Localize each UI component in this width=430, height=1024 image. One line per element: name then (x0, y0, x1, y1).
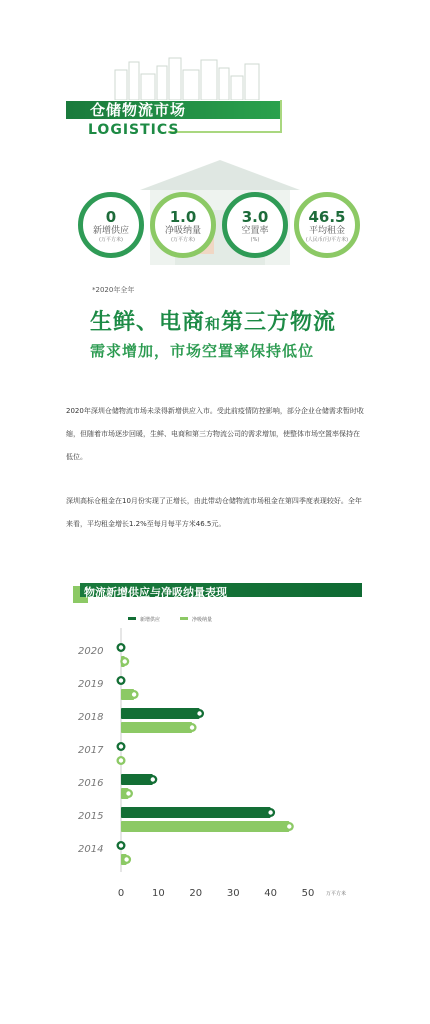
stat-label: 平均租金 (308, 226, 345, 236)
category-label: 2019 (78, 679, 104, 690)
category-label: 2014 (78, 844, 104, 855)
stat-label: 空置率 (241, 226, 269, 236)
bar-end-dot-center (123, 659, 127, 663)
headline-part2: 和 (205, 315, 222, 333)
x-tick-label: 30 (226, 888, 240, 899)
page-subtitle: LOGISTICS (88, 122, 180, 138)
page-title: 仓储物流市场 (90, 101, 187, 119)
skyline-illustration (95, 40, 295, 100)
legend-swatch (180, 617, 188, 620)
legend-swatch (128, 617, 136, 620)
stat-unit: (%) (250, 237, 260, 243)
x-tick-label: 40 (264, 888, 277, 899)
category-label: 2016 (78, 778, 104, 789)
headline-part3: 第三方物流 (221, 310, 337, 335)
stat-unit: (万平方米) (99, 237, 123, 243)
bar-end-dot-center (119, 843, 123, 847)
stat-value: 3.0 (241, 208, 269, 226)
category-label: 2015 (78, 811, 104, 822)
bar-chart (0, 600, 430, 930)
headline (90, 305, 336, 336)
legend-label: 新增供应 (140, 617, 161, 623)
bar-end-dot-center (132, 692, 136, 696)
stat-vacancy-rate (222, 192, 288, 258)
x-tick-label: 10 (152, 888, 165, 899)
stat-label: 新增供应 (92, 226, 129, 236)
stat-new-supply (78, 192, 144, 258)
bar-end-dot-center (124, 857, 128, 861)
period-note: *2020年全年 (92, 286, 135, 294)
legend-label: 净吸纳量 (192, 617, 213, 623)
bar-end-dot-center (197, 711, 201, 715)
bar (121, 821, 289, 832)
bar-end-dot-center (119, 758, 123, 762)
bar-end-dot-center (119, 744, 123, 748)
stats-row (78, 192, 368, 262)
stat-unit: (万平方米) (171, 237, 195, 243)
paragraph-1: 2020年深圳仓储物流市场未录得新增供应入市。受此前疫情防控影响，部分企业仓储需求暂时收缩，但随着市场逐步回暖，生鲜、电商和第三方物流公司的需求增加，使整体市场空置率保持在低位。 (66, 407, 364, 461)
bar (121, 807, 271, 818)
headline-subtitle: 需求增加，市场空置率保持低位 (90, 342, 315, 360)
bar-end-dot-center (126, 791, 130, 795)
bar-end-dot-center (119, 645, 123, 649)
x-tick-label: 0 (117, 888, 125, 899)
stat-value: 1.0 (169, 208, 197, 226)
stat-label: 净吸纳量 (164, 226, 201, 236)
headline-part1: 生鲜、电商 (90, 310, 206, 335)
x-tick-label: 20 (189, 888, 203, 899)
paragraph-2: 深圳高标仓租金在10月份实现了正增长，由此带动仓储物流市场租金在第四季度表现较好。全年来看，平均租金增长1.2%至每月每平方米46.5元。 (66, 497, 362, 528)
category-label: 2017 (78, 745, 104, 756)
x-axis-unit: 万平方米 (326, 891, 347, 897)
bar-end-dot-center (190, 725, 194, 729)
category-label: 2018 (78, 712, 104, 723)
stat-net-absorption (150, 192, 216, 258)
stat-unit: (人民币/月/平方米) (305, 237, 349, 243)
bar-end-dot-center (287, 824, 291, 828)
bar-end-dot-center (119, 678, 123, 682)
stat-average-rent (294, 192, 360, 258)
bar-end-dot-center (268, 810, 272, 814)
bar-end-dot-center (151, 777, 155, 781)
stat-value: 0 (105, 208, 117, 226)
chart-title: 物流新增供应与净吸纳量表现 (84, 586, 227, 599)
bar (121, 774, 153, 785)
bar (121, 708, 200, 719)
stat-value: 46.5 (308, 208, 346, 226)
hero-section (0, 0, 430, 370)
category-label: 2020 (78, 646, 104, 657)
x-tick-label: 50 (301, 888, 315, 899)
bar (121, 722, 192, 733)
